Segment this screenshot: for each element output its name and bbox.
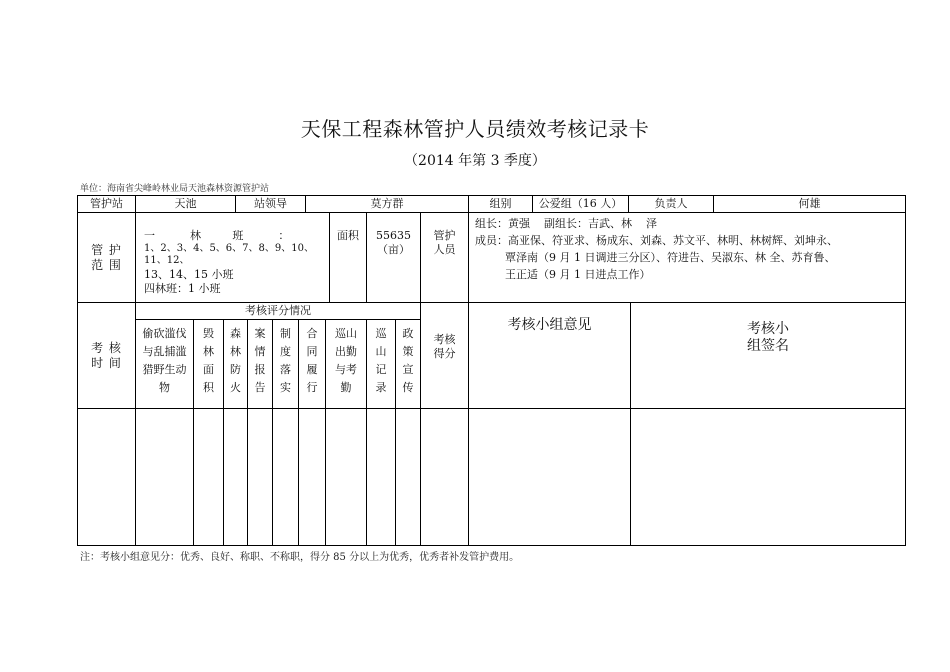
footnote: 注：考核小组意见分：优秀、良好、称职、不称职，得分 85 分以上为优秀，优秀者补发管护费用。 [80, 552, 520, 563]
score-label: 考核 得分 [420, 302, 469, 409]
eval-col-fire-prevention: 森林防火 [223, 319, 248, 409]
eval-col-case-report: 案情报告 [247, 319, 273, 409]
unit-line: 单位：海南省尖峰岭林业局天池森林资源管护站 [80, 184, 270, 194]
leader-value: 莫方群 [305, 195, 469, 213]
eval-col-patrol-record: 巡山记录 [366, 319, 396, 409]
group-value: 公爱组（16 人） [532, 195, 629, 213]
scope-label: 管 护 范 围 [77, 212, 136, 303]
station-label: 管护站 [77, 195, 136, 213]
eval-col-patrol-attendance: 巡山出勤与考勤 [325, 319, 367, 409]
data-cell-contract-performance[interactable] [298, 408, 326, 546]
page-title: 天保工程森林管护人员绩效考核记录卡 [300, 117, 650, 141]
data-cell-fire-prevention[interactable] [223, 408, 248, 546]
staff-line: 王正适（9 月 1 日进点工作） [505, 268, 651, 281]
scope-line: 一 林 班 ： [144, 229, 290, 242]
data-cell-damaged-area[interactable] [193, 408, 224, 546]
area-cell [366, 212, 421, 303]
staff-value [468, 212, 906, 303]
scope-line: 13、14、15 小班 [144, 267, 234, 281]
data-cell-opinion[interactable] [468, 408, 631, 546]
area-unit: （亩） [377, 242, 410, 256]
staff-line: 成员：高亚保、符亚求、杨成东、刘森、苏文平、林明、林树辉、刘坤永、 [475, 234, 838, 247]
data-cell-case-report[interactable] [247, 408, 273, 546]
eval-col-contract-performance: 合同履行 [298, 319, 326, 409]
data-cell-signature[interactable] [630, 408, 906, 546]
eval-col-illegal-logging: 偷砍滥伐与乱捕滥猎野生动物 [135, 319, 194, 409]
data-cell-system-implementation[interactable] [272, 408, 299, 546]
scope-line: 1、2、3、4、5、6、7、8、9、10、11、12、 [144, 242, 314, 267]
station-value: 天池 [135, 195, 236, 213]
signature-label: 考核小 组签名 [630, 302, 906, 409]
data-cell-policy-publicity[interactable] [395, 408, 421, 546]
opinion-label: 考核小组意见 [468, 302, 631, 409]
data-cell-score[interactable] [420, 408, 469, 546]
group-label: 组别 [468, 195, 533, 213]
data-cell-illegal-logging[interactable] [135, 408, 194, 546]
staff-line: 组长：黄强 副组长：吉武、林 泽 [475, 217, 657, 230]
scope-line: 四林班：1 小班 [144, 281, 221, 295]
staff-label: 管护 人员 [420, 212, 469, 303]
area-label: 面积 [329, 212, 367, 303]
manager-value: 何雄 [713, 195, 906, 213]
data-cell-time[interactable] [77, 408, 136, 546]
eval-col-damaged-area: 毁林面积 [193, 319, 224, 409]
time-label: 考 核 时 间 [77, 302, 136, 409]
manager-label: 负责人 [628, 195, 714, 213]
scope-value [135, 212, 330, 303]
eval-header: 考核评分情况 [135, 302, 421, 320]
page-subtitle: （2014 年第 3 季度） [404, 153, 546, 169]
staff-line: 覃泽南（9 月 1 日调进三分区）、符进告、吴淑东、林 全、苏育鲁、 [505, 251, 836, 264]
data-cell-patrol-record[interactable] [366, 408, 396, 546]
leader-label: 站领导 [235, 195, 306, 213]
eval-col-system-implementation: 制度落实 [272, 319, 299, 409]
data-cell-patrol-attendance[interactable] [325, 408, 367, 546]
area-value: 55635 [376, 229, 411, 242]
eval-col-policy-publicity: 政策宣传 [395, 319, 421, 409]
